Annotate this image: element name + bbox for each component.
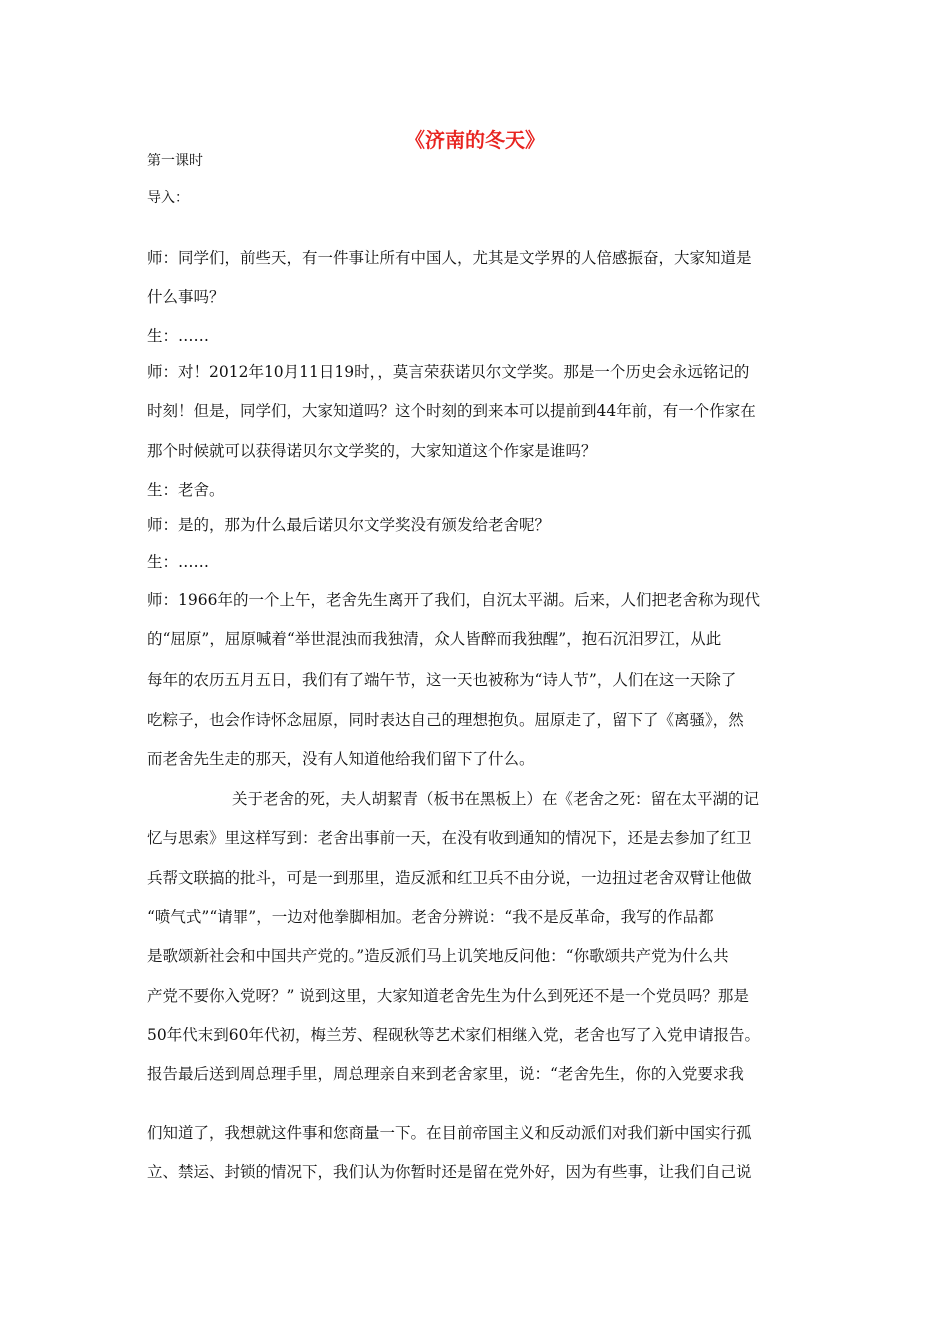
text-line: 师：同学们，前些天，有一件事让所有中国人，尤其是文学界的人倍感振奋，大家知道是	[147, 249, 752, 267]
text-line: 生：……	[147, 553, 210, 571]
text-line: 师：1966年的一个上午，老舍先生离开了我们，自沉太平湖。后来，人们把老舍称为现代	[147, 591, 760, 609]
text-line: “喷气式”“请罪”，一边对他拳脚相加。老舍分辨说：“我不是反革命，我写的作品都	[147, 908, 714, 926]
text-line: 们知道了，我想就这件事和您商量一下。在目前帝国主义和反动派们对我们新中国实行孤	[147, 1124, 752, 1142]
text-line: 产党不要你入党呀？” 说到这里，大家知道老舍先生为什么到死还不是一个党员吗？那是	[147, 987, 749, 1005]
text-line: 是歌颂新社会和中国共产党的。”造反派们马上讥笑地反问他：“你歌颂共产党为什么共	[147, 947, 729, 965]
text-line: 师：是的，那为什么最后诺贝尔文学奖没有颁发给老舍呢？	[147, 516, 551, 534]
text-line: 时刻！但是，同学们，大家知道吗？这个时刻的到来本可以提前到44年前，有一个作家在	[147, 402, 756, 420]
text-line: 50年代末到60年代初，梅兰芳、程砚秋等艺术家们相继入党，老舍也写了入党申请报告。	[147, 1026, 760, 1044]
text-line: 忆与思索》里这样写到：老舍出事前一天，在没有收到通知的情况下，还是去参加了红卫	[147, 829, 752, 847]
text-line: 而老舍先生走的那天，没有人知道他给我们留下了什么。	[147, 750, 535, 768]
text-line: 导入：	[147, 190, 189, 206]
text-line: 兵帮文联搞的批斗，可是一到那里，造反派和红卫兵不由分说，一边扭过老舍双臂让他做	[147, 869, 752, 887]
text-line: 关于老舍的死，夫人胡絜青（板书在黑板上）在《老舍之死：留在太平湖的记	[232, 790, 760, 808]
text-line: 生：老舍。	[147, 481, 225, 499]
document-title: 《济南的冬天》	[405, 128, 545, 152]
text-line: 什么事吗？	[147, 288, 225, 306]
text-line: 报告最后送到周总理手里，周总理亲自来到老舍家里，说：“老舍先生，你的入党要求我	[147, 1065, 744, 1083]
text-line: 第一课时	[147, 153, 203, 169]
text-line: 那个时候就可以获得诺贝尔文学奖的，大家知道这个作家是谁吗？	[147, 442, 597, 460]
text-line: 的“屈原”，屈原喊着“举世混浊而我独清，众人皆醉而我独醒”，抱石沉汨罗江，从此	[147, 630, 722, 648]
text-line: 每年的农历五月五日，我们有了端午节，这一天也被称为“诗人节”，人们在这一天除了	[147, 671, 737, 689]
text-line: 生：……	[147, 327, 210, 345]
text-line: 师：对！2012年10月11日19时，，莫言荣获诺贝尔文学奖。那是一个历史会永远铭记的	[147, 363, 750, 381]
text-line: 吃粽子，也会作诗怀念屈原，同时表达自己的理想抱负。屈原走了，留下了《离骚》，然	[147, 711, 744, 729]
text-line: 立、禁运、封锁的情况下，我们认为你暂时还是留在党外好，因为有些事，让我们自己说	[147, 1163, 752, 1181]
